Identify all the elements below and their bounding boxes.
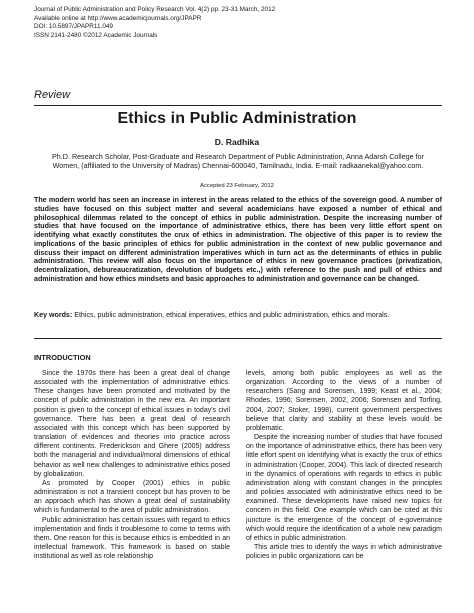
paper-title: Ethics in Public Administration [117,110,357,127]
paragraph: As promoted by Cooper (2001) ethics in public administration is not a transient concept but has proven to be an approach which has shown a great deal of sustainability which is fundamental to the area of public administration. [34,479,230,515]
bottom-divider [34,338,442,339]
paragraph: Despite the increasing number of studies that have focused on the importance of administrative ethics, there has been very little effort spent on identifying what is exactly the crux of ethics in administration (Cooper, 2004). This lack of directed research in the dynamics of operations with regards to ethics in public administration along with constant changes in the principles and policies associated with administrative ethics need to be examined. These developments have raised new topics for concern in this field. One example which can be cited at this juncture is the emergence of the concept of e-governance which would require the identification of a whole new paradigm of ethics in public administration. [246,434,442,542]
article-type-label: Review [34,89,71,101]
paragraph: levels, among both public employees as well as the organization. According to the views of a number of researchers (Sang and Sorensen, 1999; Keast et al., 2004; Rhodes, 1996; Sorensen, 2002, 2006; Sorensen and Torfing, 2004, 2007; Stoker, 1998), current government perspectives believe that clarity and stability at these levels would be problematic. [246,370,442,432]
accepted-date: Accepted 23 February, 2012 [200,183,274,189]
keywords-text: Ethics, public administration, ethical imperatives, ethics and public administration, ethics and morals. [74,311,390,319]
keywords [34,311,442,321]
author-affiliation: Ph.D. Research Scholar, Post-Graduate and Research Department of Public Administration, Anna Adarsh College for Women, (affiliated to the University of Madras) Chennai-600040, Tamilnadu, India. E-mail: radkaanekal@yahoo.com. [52,152,424,171]
paragraph: Since the 1970s there has been a great deal of change associated with the implementation of administrative ethics. These changes have been promoted and motivated by the concept of public administration in the new era. An important position is given to the concept of ethical issues in today's civil governance. There has been a great deal of research associated with this concept which has been supported by translation of evidences and theories into practice across different continents. Frederickson and Ghere (2005) address both the managerial and individual/moral dimensions of ethical behavior as well new challenges to administrative ethics posed by globalization. [34,370,230,478]
left-column [34,369,230,561]
right-column [246,369,442,561]
journal-citation: Journal of Public Administration and Policy Research Vol. 4(2) pp. 23-31 March, 2012 [34,6,276,13]
introduction-heading: INTRODUCTION [34,353,91,362]
paragraph: This article tries to identify the ways in which administrative policies in public organizations can be [246,543,442,561]
journal-url: Available online at http://www.academicjournals.org/JPAPR [34,14,202,22]
journal-issn: ISSN 2141-2480 ©2012 Academic Journals [34,31,158,39]
top-divider [34,105,442,106]
journal-doi: DOI: 10.5897/JPAPR11.049 [34,23,113,31]
paragraph: Public administration has certain issues with regard to ethics implementation and finds it troublesome to come to terms with them. One reason for this is because ethics is embedded in an intellectual framework. This framework is based on stable institutional as well as role relationship [34,516,230,561]
keywords-label: Key words: [34,311,73,319]
journal-header [34,6,454,40]
abstract: The modern world has seen an increase in interest in the areas related to the ethics of the sovereign good. A number of studies have focused on this subject matter and several academicians have exposed a number of ethical and philosophical dilemmas related to the concept of ethics in public administration. Despite the increasing number of studies that have focused on the importance of administrative ethics, there has been very little effort spent on identifying what exactly constitutes the crux of ethics in administration. The objective of this paper is to review the implications of the basic principles of ethics for public administration in the context of new public governance and discuss their impact on different administration imperatives which in turn act as the determinants of ethics in public administration. This review will also focus on the importance of ethics in new governance practices (privatization, decentralization, debureaucratization, devolution of budgets etc.,) with reference to the push and pull of ethics and administration and how ethics mindsets and basic approaches to administration and governance can be changed. [34,196,442,283]
author-name: D. Radhika [214,137,260,147]
